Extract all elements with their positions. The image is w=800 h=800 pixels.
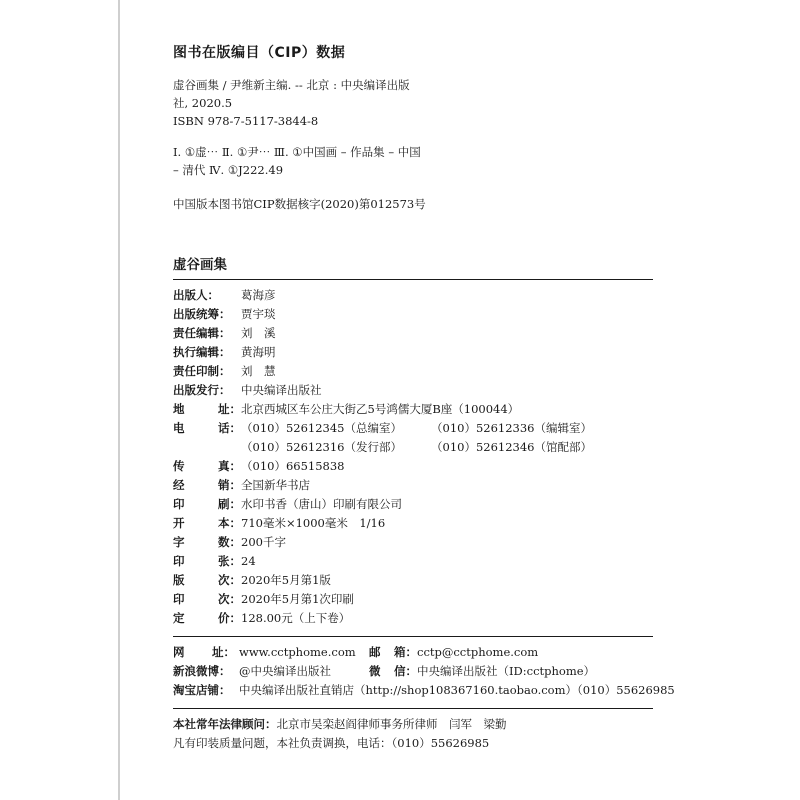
info-label: 传 真：: [173, 459, 241, 473]
info-value: 刘 溪: [241, 326, 276, 340]
info-label: 出版发行：: [173, 383, 231, 397]
divider: [173, 636, 653, 637]
weibo-value: @中央编译出版社: [239, 664, 331, 678]
divider: [173, 708, 653, 709]
info-label: 责任印制：: [173, 364, 231, 378]
info-value: 710毫米×1000毫米 1/16: [241, 516, 386, 530]
cip-classification-line: Ⅰ. ①虚⋯ Ⅱ. ①尹⋯ Ⅲ. ①中国画 – 作品集 – 中国: [173, 145, 421, 159]
legal-counsel-label: 本社常年法律顾问：: [173, 717, 277, 731]
info-row: [173, 514, 653, 533]
info-value: 黄海明: [241, 345, 276, 359]
taobao-value: 中央编译出版社直销店（http://shop108367160.taobao.com）（010）55626985: [239, 683, 675, 697]
info-row: [173, 571, 653, 590]
info-row: [173, 552, 653, 571]
info-value: 200千字: [241, 535, 286, 549]
website-label: 网 址：: [173, 645, 235, 659]
info-row: [173, 286, 653, 305]
info-value: 贾宇琰: [241, 307, 276, 321]
cip-isbn: ISBN 978-7-5117-3844-8: [173, 114, 319, 128]
email-link[interactable]: cctp@cctphome.com: [417, 645, 539, 659]
cip-verification-number: 中国版本图书馆CIP数据核字(2020)第012573号: [173, 197, 426, 211]
info-label: 责任编辑：: [173, 326, 231, 340]
book-title: 虚谷画集: [173, 253, 653, 280]
info-row: [173, 381, 653, 400]
info-label: 电 话：: [173, 421, 241, 435]
publication-info-table: [173, 286, 653, 628]
legal-counsel-value: 北京市吴栾赵阎律师事务所律师 闫军 梁勤: [276, 717, 507, 731]
wechat-value: 中央编译出版社（ID:cctphome）: [417, 664, 596, 678]
info-row: [173, 495, 653, 514]
cip-classification-line: – 清代 Ⅳ. ①J222.49: [173, 163, 284, 177]
phone-number: （010）52612316（发行部）: [241, 440, 402, 454]
info-label: 出版人：: [173, 288, 219, 302]
copyright-page: [173, 42, 675, 753]
info-value: （010）66515838: [241, 459, 345, 473]
cip-title: 图书在版编目（CIP）数据: [173, 45, 346, 61]
info-value: 2020年5月第1次印刷: [241, 592, 354, 606]
info-label: 定 价：: [173, 611, 241, 625]
info-row: [173, 457, 653, 476]
legal-counsel-line: [173, 715, 653, 734]
info-row: [173, 590, 653, 609]
info-value: 葛海彦: [241, 288, 276, 302]
page-spine-line: [118, 0, 120, 800]
website-link[interactable]: www.cctphome.com: [239, 645, 356, 659]
info-label: 执行编辑：: [173, 345, 231, 359]
info-value: 中央编译出版社: [241, 383, 322, 397]
info-label: 出版统筹：: [173, 307, 231, 321]
info-label: 版 次：: [173, 573, 241, 587]
contact-row: [173, 662, 653, 681]
address-row: [173, 400, 653, 419]
info-value: 24: [241, 554, 256, 568]
info-label: 开 本：: [173, 516, 241, 530]
info-label: 字 数：: [173, 535, 241, 549]
info-value: 全国新华书店: [241, 478, 310, 492]
info-label: 印 刷：: [173, 497, 241, 511]
cip-line: 虚谷画集 / 尹维新主编. -- 北京 : 中央编译出版: [173, 78, 410, 92]
info-row: [173, 476, 653, 495]
phone-row: [173, 419, 653, 438]
phone-row: [173, 438, 653, 457]
weibo-label: 新浪微博：: [173, 664, 231, 678]
info-label: 经 销：: [173, 478, 241, 492]
phone-number: （010）52612345（总编室）: [241, 421, 402, 435]
info-label: 印 张：: [173, 554, 241, 568]
price-row: [173, 609, 653, 628]
info-value: 2020年5月第1版: [241, 573, 331, 587]
info-label: 印 次：: [173, 592, 241, 606]
info-value: 水印书香（唐山）印刷有限公司: [241, 497, 402, 511]
email-label: 邮 箱：: [369, 645, 417, 659]
info-row: [173, 533, 653, 552]
info-label: 地 址：: [173, 402, 241, 416]
cip-line: 社, 2020.5: [173, 96, 233, 110]
taobao-label: 淘宝店铺：: [173, 683, 231, 697]
info-row: [173, 343, 653, 362]
contact-row: [173, 643, 653, 662]
phone-number: （010）52612346（馆配部）: [431, 440, 592, 454]
info-row: [173, 362, 653, 381]
address-value: 北京西城区车公庄大街乙5号鸿儒大厦B座（100044）: [241, 402, 520, 416]
wechat-label: 微 信：: [369, 664, 417, 678]
contact-block: [173, 643, 675, 700]
contact-row: [173, 681, 675, 700]
price-value: 128.00元（上下卷）: [241, 611, 351, 625]
cip-record: [173, 76, 653, 213]
legal-block: [173, 715, 653, 753]
info-row: [173, 324, 653, 343]
info-value: 刘 慧: [241, 364, 276, 378]
info-row: [173, 305, 653, 324]
phone-number: （010）52612336（编辑室）: [431, 421, 592, 435]
quality-notice: 凡有印装质量问题，本社负责调换，电话：（010）55626985: [173, 736, 490, 750]
